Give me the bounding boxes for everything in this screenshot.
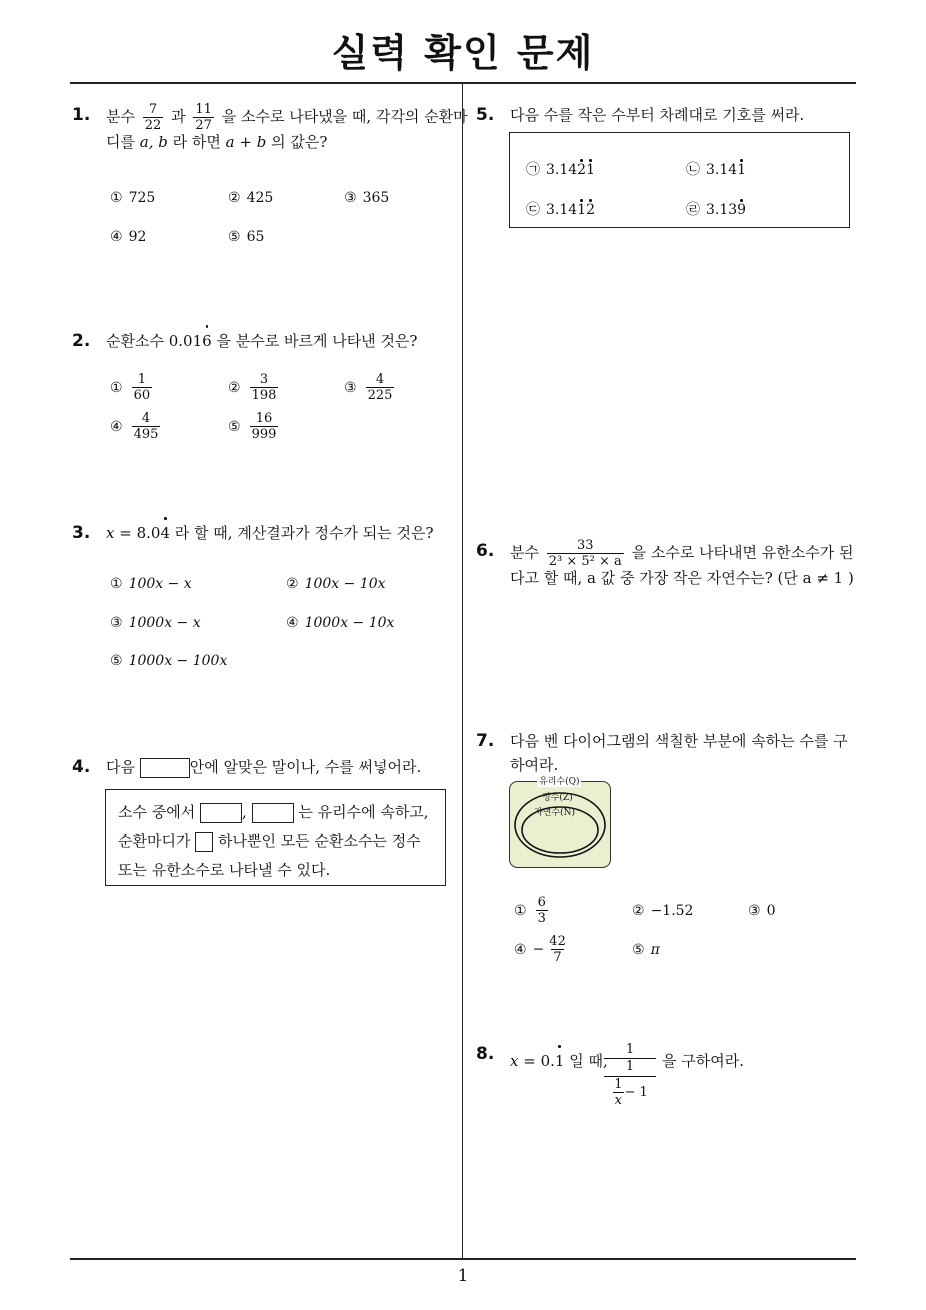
column-divider bbox=[462, 83, 463, 1258]
q5-item-1: ㉠ 3.1421 bbox=[526, 162, 596, 178]
question-8-number: 8. bbox=[476, 1044, 495, 1064]
question-6-number: 6. bbox=[476, 541, 495, 561]
q2-choice-1[interactable]: ① $\frac{1}{60}$ bbox=[110, 372, 151, 403]
bottom-rule bbox=[70, 1258, 856, 1260]
q2-choice-2[interactable]: ② $\frac{3}{198}$ bbox=[228, 372, 277, 403]
q7-choice-2[interactable]: ② −1.52 bbox=[632, 903, 694, 919]
q2-choice-4[interactable]: ④ $\frac{4}{495}$ bbox=[110, 411, 159, 442]
fraction-11-27: $\frac{11}{27}$ bbox=[195, 102, 212, 133]
question-4-stem: 다음 안에 알맞은 말이나, 수를 써넣어라. bbox=[106, 758, 422, 776]
question-1-number: 1. bbox=[72, 105, 91, 125]
page-title: 실력 확인 문제 bbox=[331, 31, 595, 75]
fraction-33-over-denominator: $\frac{33}{\text{2³ × 5² × a}}$ bbox=[548, 538, 622, 569]
question-7-number: 7. bbox=[476, 731, 495, 751]
blank-1[interactable] bbox=[200, 803, 242, 823]
q3-choice-3[interactable]: ③ 1000x − x bbox=[110, 615, 201, 631]
blank-3[interactable] bbox=[195, 832, 213, 852]
q1-choice-3[interactable]: ③ 365 bbox=[344, 190, 390, 206]
venn-label-natural: 자연수(N) bbox=[534, 808, 575, 818]
q1-choice-4[interactable]: ④ 92 bbox=[110, 229, 147, 245]
q1-choice-1[interactable]: ① 725 bbox=[110, 190, 156, 206]
q7-choice-4[interactable]: ④ − $\frac{42}{7}$ bbox=[514, 934, 566, 965]
question-2-number: 2. bbox=[72, 331, 91, 351]
top-rule bbox=[70, 82, 856, 84]
fraction-7-22: $\frac{7}{22}$ bbox=[144, 102, 162, 133]
q5-item-2: ㉡ 3.141 bbox=[686, 162, 747, 178]
q3-choice-1[interactable]: ① 100x − x bbox=[110, 576, 192, 592]
q2-choice-5[interactable]: ⑤ $\frac{16}{999}$ bbox=[228, 411, 277, 442]
q3-choice-5[interactable]: ⑤ 1000x − 100x bbox=[110, 653, 228, 669]
q2-choice-3[interactable]: ③ $\frac{4}{225}$ bbox=[344, 372, 393, 403]
q3-choice-4[interactable]: ④ 1000x − 10x bbox=[286, 615, 395, 631]
question-3-number: 3. bbox=[72, 523, 91, 543]
q7-choice-1[interactable]: ① $\frac{6}{3}$ bbox=[514, 895, 546, 926]
answer-blank[interactable] bbox=[140, 758, 190, 778]
continued-fraction: 1 1 $\frac{1}{x}$ − 1 bbox=[604, 1042, 656, 1108]
q7-choice-5[interactable]: ⑤ π bbox=[632, 942, 660, 958]
question-8-tail: 을 구하여라. bbox=[662, 1052, 744, 1070]
question-8-stem: x = 0.1 일 때, bbox=[510, 1048, 608, 1075]
venn-label-integer: 정수(Z) bbox=[542, 793, 573, 803]
q1-choice-5[interactable]: ⑤ 65 bbox=[228, 229, 265, 245]
question-7-stem: 다음 벤 다이어그램의 색칠한 부분에 속하는 수를 구 하여라. bbox=[510, 732, 848, 774]
q5-item-4: ㉣ 3.139 bbox=[686, 202, 747, 218]
q3-choice-2[interactable]: ② 100x − 10x bbox=[286, 576, 386, 592]
venn-diagram bbox=[509, 778, 611, 868]
page-number: 1 bbox=[457, 1266, 469, 1286]
q5-item-3: ㉢ 3.1412 bbox=[526, 202, 596, 218]
question-2-stem: 순환소수 0.016 을 분수로 바르게 나타낸 것은? bbox=[106, 328, 417, 355]
q1-choice-2[interactable]: ② 425 bbox=[228, 190, 274, 206]
question-5-box bbox=[509, 132, 850, 228]
question-5-stem: 다음 수를 작은 수부터 차례대로 기호를 써라. bbox=[510, 106, 805, 124]
blank-2[interactable] bbox=[252, 803, 294, 823]
question-4-box: 소수 중에서 , 는 유리수에 속하고, 순환마디가 하나뿐인 모든 순환소수는 정수 또는 유한소수로 나타낼 수 있다. bbox=[105, 789, 446, 886]
question-1-stem: 분수 $\frac{7}{22}$ 과 $\frac{11}{27}$ 을 소수로 나타냈을 때, 각각의 순환마 디를 a, b 라 하면 a + b 의 값은? bbox=[106, 102, 468, 151]
question-4-number: 4. bbox=[72, 757, 91, 777]
venn-label-rational: 유리수(Q) bbox=[537, 774, 581, 787]
question-5-number: 5. bbox=[476, 105, 495, 125]
question-3-stem: x = 8.04 라 할 때, 계산결과가 정수가 되는 것은? bbox=[106, 520, 434, 547]
q7-choice-3[interactable]: ③ 0 bbox=[748, 903, 776, 919]
question-6-stem: 분수 $\frac{33}{\text{2³ × 5² × a}}$ 을 소수로 나타내면 유한소수가 된 다고 할 때, a 값 중 가장 작은 자연수는? (단 a ≠ 1 ) bbox=[510, 538, 854, 587]
